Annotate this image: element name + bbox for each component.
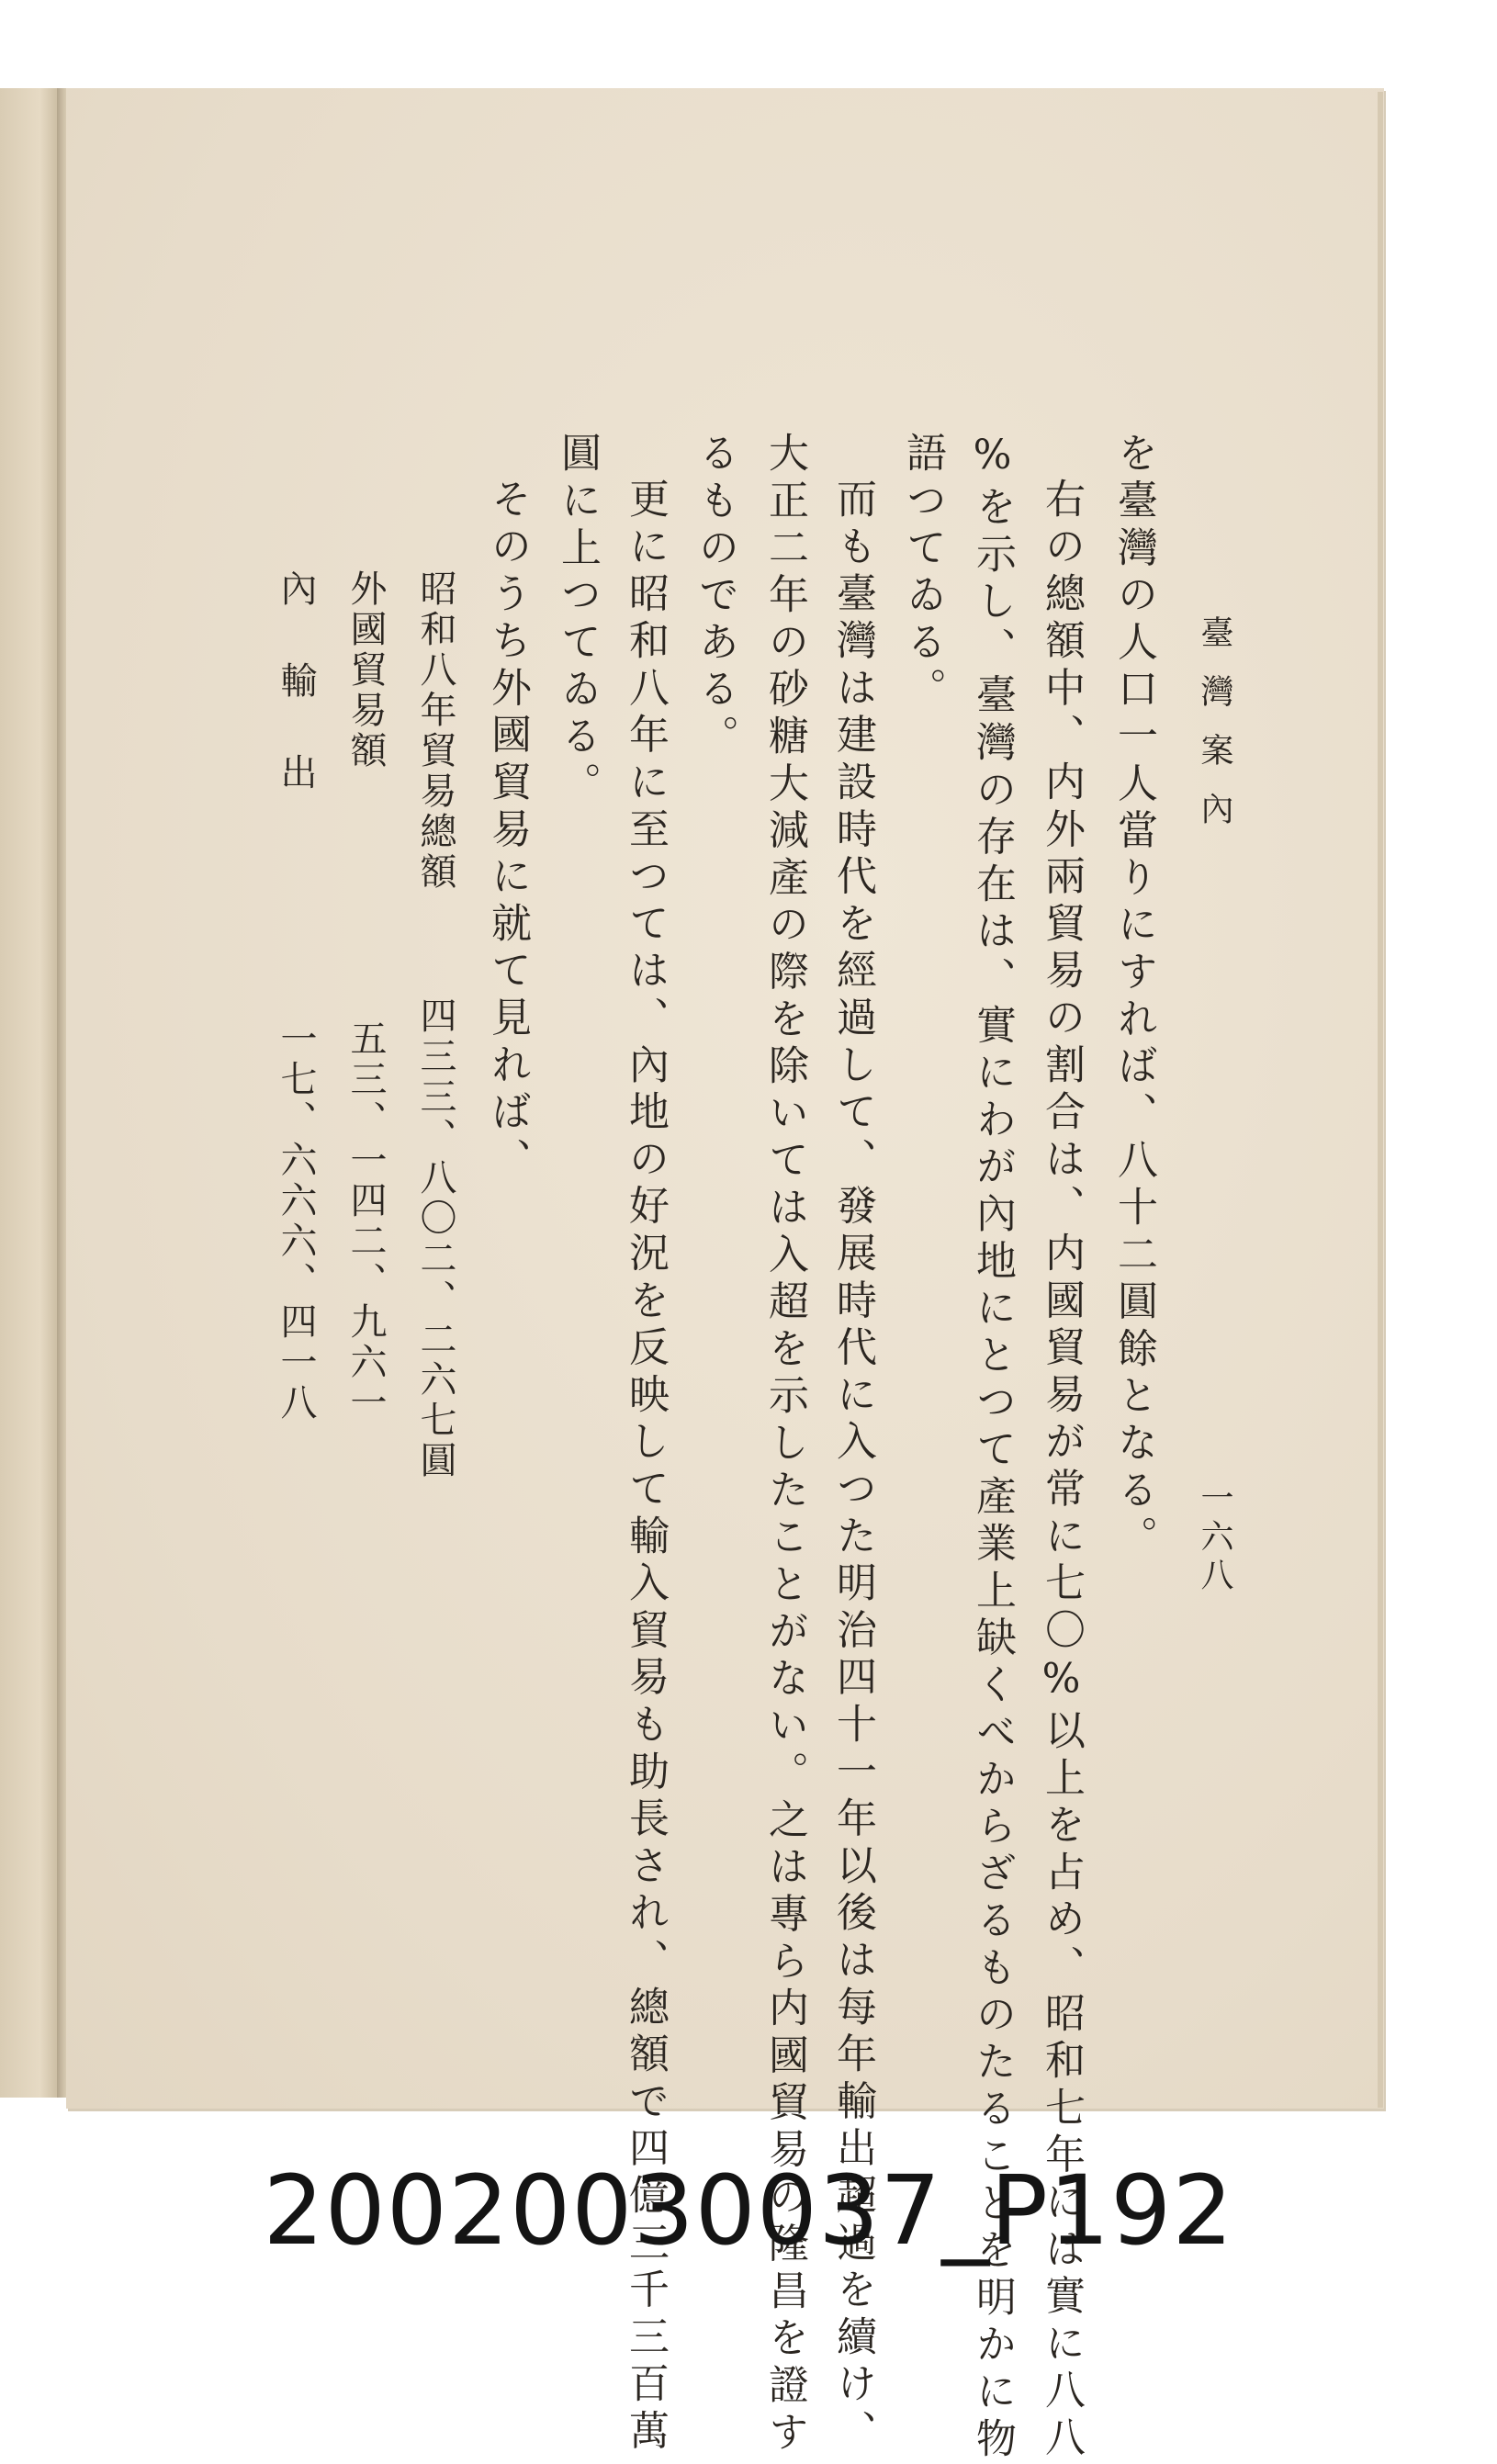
text-column: %を示し、臺灣の存在は、實にわが內地にとつて產業上缺くべからざるものたることを明かに物: [969, 432, 1016, 2464]
table-value-foreign: 五三、一四二、九六一: [344, 1019, 387, 1423]
page-number: 一六八: [1196, 1480, 1233, 1596]
table-value-total: 四三三、八〇二、二六七圓: [414, 996, 456, 1481]
table-value-export: 一七、六六六、四一八: [275, 1019, 317, 1423]
text-column: そのうち外國貿易に就て見れば、: [484, 478, 531, 1185]
table-label-export: 內輸出: [275, 569, 317, 845]
text-column: るものである。: [692, 432, 738, 762]
left-page-edge: [0, 88, 59, 2098]
image-id-caption: 20020030037_P192: [263, 2155, 1234, 2267]
text-column: を臺灣の人口一人當りにすれば、八十二圓餘となる。: [1110, 432, 1157, 1563]
running-head: 臺灣案內: [1196, 615, 1233, 850]
text-column: 而も臺灣は建設時代を經過して、發展時代に入つた明治四十一年以後は每年輸出超過を續け、: [829, 478, 876, 2457]
text-column: 圓に上つてゐる。: [554, 432, 601, 809]
text-column: 語つてゐる。: [899, 432, 946, 714]
table-label-foreign: 外國貿易額: [344, 569, 387, 771]
book-gutter: [57, 88, 66, 2098]
text-column: 大正二年の砂糖大減產の際を除いては入超を示したことがない。之は專ら内國貿易の隆昌を證す: [761, 432, 808, 2458]
text-column: 更に昭和八年に至つては、內地の好況を反映して輸入貿易も助長され、總額で四億三千三百萬: [622, 478, 669, 2457]
text-column: 右の總額中、内外兩貿易の割合は、内國貿易が常に七〇%以上を占め、昭和七年には實に八八: [1038, 478, 1085, 2463]
table-label-total: 昭和八年貿易總額: [414, 569, 456, 893]
book-page: [66, 88, 1384, 2109]
page-edge: [1378, 92, 1383, 2108]
